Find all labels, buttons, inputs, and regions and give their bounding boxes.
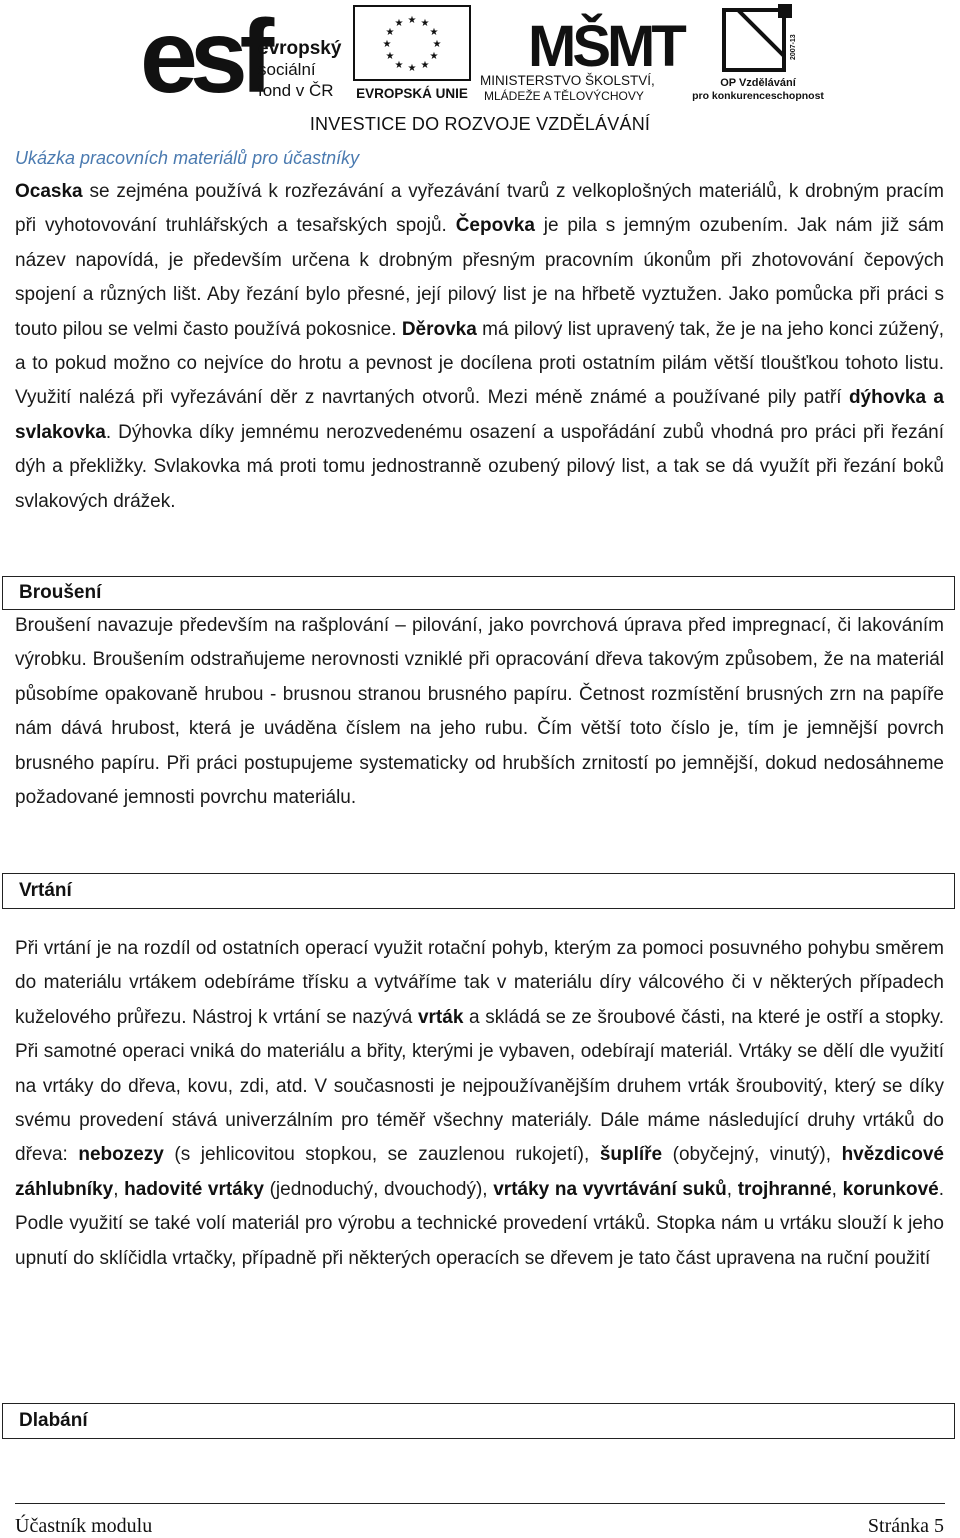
term-vrtaky-na-suky: vrtáky na vyvrtávání suků xyxy=(493,1178,727,1200)
svg-text:★: ★ xyxy=(385,27,395,38)
svg-text:★: ★ xyxy=(394,60,404,71)
svg-text:sociální: sociální xyxy=(258,60,316,79)
brouseni-paragraph: Broušení navazuje především na rašplování – pilování, jako povrchová úprava před impregnací, či lakováním výrobku. Broušením odstraňujeme nerovnosti vzniklé při opracování dřeva takovým způsobem, že na materiál působíme opakovaně hrubou - brusnou stranou brusného papíru. Četnost rozmístění brusných zrn na papíře nám dává hrubost, která je uváděna číslem na jeho rubu. Čím větší toto číslo je, tím je jemnější povrch brusného papíru. Při práci postupujeme systematicky od hrubších zrnitostí po jemnější, dokud nedosáhneme požadované jemnosti povrchu materiálu. xyxy=(15,615,944,809)
svg-text:2007-13: 2007-13 xyxy=(790,34,797,60)
svg-text:★: ★ xyxy=(394,18,404,29)
svg-text:MŠMT: MŠMT xyxy=(528,14,683,79)
svg-text:★: ★ xyxy=(429,51,439,62)
svg-text:esf: esf xyxy=(140,4,267,102)
term-derovka: Děrovka xyxy=(401,318,477,340)
vrtani-paragraph: Při vrtání je na rozdíl od ostatních operací využit rotační pohyb, kterým za pomoci posuvného pohybu směrem do materiálu vrtákem odebíráme třísku a vytváříme tak v materiálu díry válcového či v některých případech kuželového průřezu. Nástroj k vrtání se nazývá vrták a skládá se ze šroubové části, na které je ostří a stopky. Při samotné operaci vniká do materiálu a břity, kterými je vybaven, odebírají materiál. Vrtáky se dělí dle využití na vrtáky do dřeva, kovu, zdi, atd. V současnosti je nejpoužívanějším druhem vrták šroubovitý, který se díky svému provedení stává univerzálním pro téměř všechny materiály. Dále máme následující druhy vrtáků do dřeva: nebozezy (s jehlicovitou stopkou, se zauzlenou rukojetí), šuplíře (obyčejný, vinutý), hvězdicové záhlubníky, hadovité vrtáky (jednoduchý, dvouchodý), vrtáky na vyvrtávání suků, trojhranné, korunkové. Podle využití se také volí materiál pro výrobu a technické provedení vrtáků. Stopka nám u vrtáku slouží k jeho upnutí do sklíčidla vrtačky, případně při některých operacích se dřevem je tato část upravena na ruční použití xyxy=(15,938,944,1269)
section-heading-brouseni: Broušení xyxy=(2,576,955,610)
term-nebozezy: nebozezy xyxy=(78,1144,164,1166)
msmt-logo xyxy=(478,2,688,102)
saws-paragraph: Ocaska se zejména používá k rozřezávání a vyřezávání tvarů z velkoplošných materiálů, k drobným pracím při vyhotovování truhlářských a tesařských spojů. Čepovka je pila s jemným ozubením. Jak nám již sám název napovídá, je především určena k drobným přesným pracovním úkonům při zhotovování čepových spojení a různých lišt. Aby řezání bylo přesné, její pilový list je na hřbetě vyztužen. Jako pomůcka při práci s touto pilou se velmi často používá pokosnice. Děrovka má pilový list upravený tak, že je na jeho konci zúžený, a to pokud možno co nejvíce do hrotu a pevnost je docílena proti ostatním pilám větší tloušťkou tohoto listu. Využití nalézá při vyřezávání děr z navrtaných otvorů. Mezi méně známé a používané pily patří dýhovka a svlakovka. Dýhovka díky jemnému nerozvedenému osazení a uspořádání zubů vhodná pro práci při řezání dýh a překližky. Svlakovka má proti tomu jednostranně ozubený pilový list, a tak se dá využít při řezání boků svlakových drážek. xyxy=(15,181,945,512)
op-arrow-icon xyxy=(738,10,784,56)
term-suplire: šuplíře xyxy=(599,1144,663,1166)
svg-text:MLÁDEŽE A TĚLOVÝCHOVY: MLÁDEŽE A TĚLOVÝCHOVY xyxy=(484,89,644,102)
svg-text:MINISTERSTVO ŠKOLSTVÍ,: MINISTERSTVO ŠKOLSTVÍ, xyxy=(480,73,655,88)
svg-text:★: ★ xyxy=(385,51,395,62)
footer-page-number: Stránka 5 xyxy=(867,1515,944,1537)
header-slogan: INVESTICE DO ROZVOJE VZDĚLÁVÁNÍ xyxy=(309,114,651,134)
footer-divider xyxy=(15,1503,945,1504)
svg-text:EVROPSKÁ UNIE: EVROPSKÁ UNIE xyxy=(356,86,468,101)
svg-text:★: ★ xyxy=(407,63,417,74)
svg-text:fond v ČR: fond v ČR xyxy=(258,81,334,100)
term-hadovite-vrtaky: hadovité vrtáky xyxy=(124,1178,264,1200)
term-trojhranne: trojhranné xyxy=(737,1178,832,1200)
svg-text:★: ★ xyxy=(432,39,442,50)
svg-text:★: ★ xyxy=(420,60,430,71)
page-header xyxy=(0,0,960,140)
svg-text:★: ★ xyxy=(429,27,439,38)
svg-text:OP Vzdělávání: OP Vzdělávání xyxy=(720,77,796,89)
eu-logo xyxy=(352,4,472,102)
term-korunkove: korunkové xyxy=(842,1178,939,1200)
section-heading-vrtani: Vrtání xyxy=(2,873,955,909)
svg-text:★: ★ xyxy=(407,15,417,26)
footer-participant-label: Účastník modulu xyxy=(15,1515,153,1537)
op-vzdelavani-logo xyxy=(690,2,826,102)
document-subtitle: Ukázka pracovních materiálů pro účastníky xyxy=(15,148,360,168)
term-ocaska: Ocaska xyxy=(15,181,83,202)
term-vrtak: vrták xyxy=(417,1006,464,1028)
svg-text:★: ★ xyxy=(420,18,430,29)
svg-text:evropský: evropský xyxy=(258,38,342,59)
esf-logo xyxy=(140,4,350,102)
svg-text:pro konkurenceschopnost: pro konkurenceschopnost xyxy=(692,90,824,102)
term-dyhovka-svlakovka: dýhovka a svlakovka xyxy=(15,387,945,443)
term-cepovka: Čepovka xyxy=(455,215,535,237)
term-hvezdicove-zahlubniky: hvězdicové záhlubníky xyxy=(15,1144,944,1200)
section-heading-dlabani: Dlabání xyxy=(2,1403,955,1439)
svg-text:★: ★ xyxy=(382,39,392,50)
